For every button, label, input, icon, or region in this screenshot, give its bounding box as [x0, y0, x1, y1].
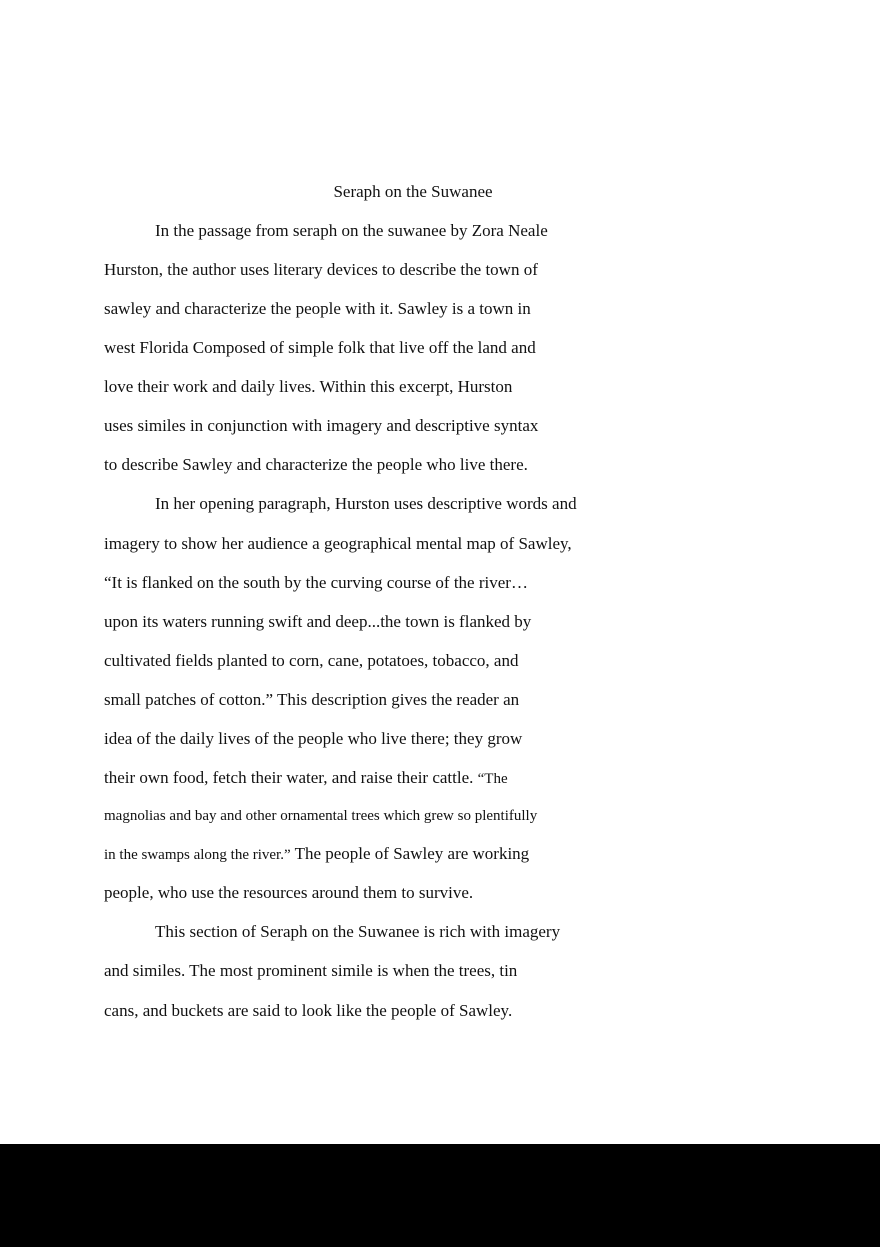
- paragraph-1-line-7: to describe Sawley and characterize the people who live there.: [104, 455, 528, 474]
- quote-start: “The: [477, 771, 508, 787]
- paragraph-1-line-1: In the passage from seraph on the suwanee by Zora Neale: [155, 221, 548, 240]
- paragraph-1-line-2: Hurston, the author uses literary devices to describe the town of: [104, 260, 538, 279]
- paragraph-3-line-1: This section of Seraph on the Suwanee is rich with imagery: [155, 922, 561, 941]
- line-text: The people of Sawley are working: [290, 844, 530, 863]
- paragraph-2-line-6: small patches of cotton.” This description gives the reader an: [104, 690, 520, 709]
- paragraph-3-line-3: cans, and buckets are said to look like the people of Sawley.: [104, 1001, 513, 1020]
- document-title: Seraph on the Suwanee: [333, 182, 493, 201]
- paragraph-2-line-1: In her opening paragraph, Hurston uses descriptive words and: [155, 494, 577, 513]
- paragraph-1-line-4: west Florida Composed of simple folk that live off the land and: [104, 338, 536, 357]
- paragraph-2-line-2: imagery to show her audience a geographical mental map of Sawley,: [104, 534, 572, 553]
- quote-end: in the swamps along the river.”: [104, 847, 291, 863]
- paragraph-2-line-10: [104, 843, 529, 866]
- paragraph-2-line-3: “It is flanked on the south by the curving course of the river…: [104, 573, 528, 592]
- paragraph-2-line-11: people, who use the resources around them to survive.: [104, 883, 474, 902]
- line-text: their own food, fetch their water, and raise their cattle.: [104, 768, 478, 787]
- paragraph-1-line-6: uses similes in conjunction with imagery and descriptive syntax: [104, 416, 539, 435]
- paragraph-2-line-7: idea of the daily lives of the people who live there; they grow: [104, 729, 523, 748]
- black-letterbox-bar: [0, 1144, 880, 1247]
- paragraph-3-line-2: and similes. The most prominent simile is when the trees, tin: [104, 961, 518, 980]
- paragraph-1-line-5: love their work and daily lives. Within this excerpt, Hurston: [104, 377, 513, 396]
- paragraph-1-line-3: sawley and characterize the people with it. Sawley is a town in: [104, 299, 531, 318]
- paragraph-2-line-4: upon its waters running swift and deep...the town is flanked by: [104, 612, 532, 631]
- paragraph-2-line-5: cultivated fields planted to corn, cane, potatoes, tobacco, and: [104, 651, 519, 670]
- paragraph-2-line-8: [104, 767, 508, 790]
- paragraph-2-line-9-quote: magnolias and bay and other ornamental trees which grew so plentifully: [104, 808, 538, 824]
